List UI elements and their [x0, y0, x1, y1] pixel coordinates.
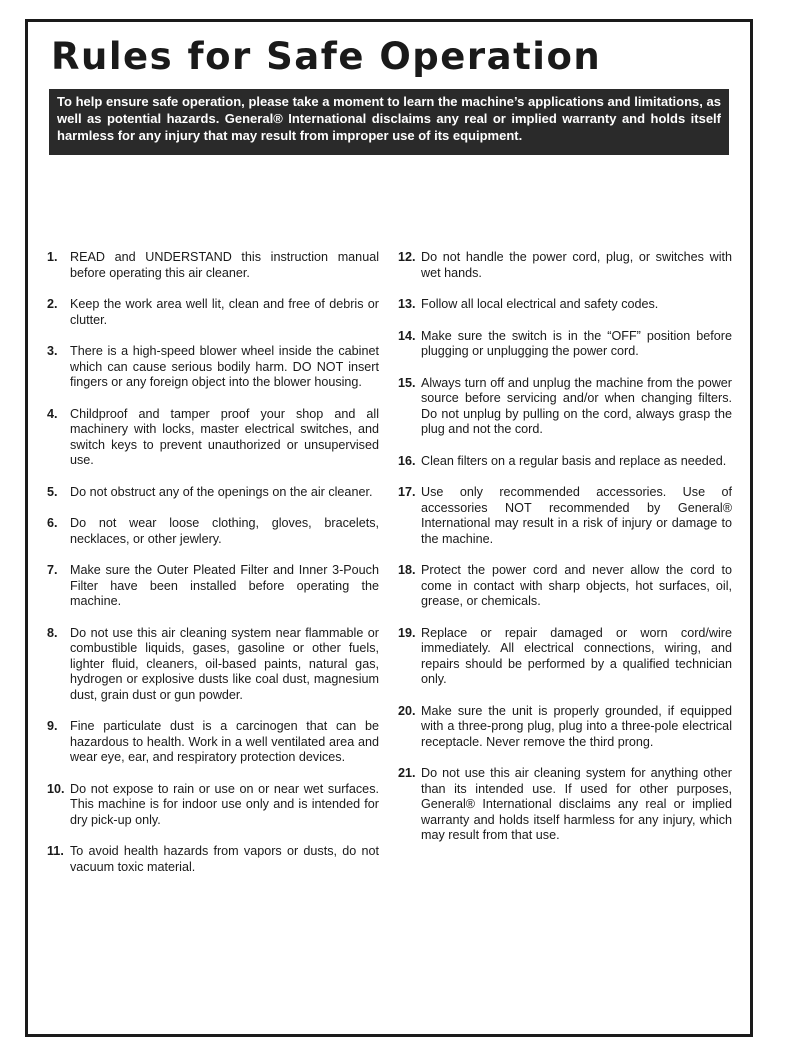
rule-item — [47, 485, 379, 501]
rule-item — [398, 485, 732, 547]
rule-item — [47, 719, 379, 766]
rule-text: Use only recommended accessories. Use of accessories NOT recommended by General® International may result in a risk of injury or damage to the machine. — [421, 485, 732, 546]
rule-text: READ and UNDERSTAND this instruction manual before operating this air cleaner. — [70, 250, 379, 280]
rule-number: 6. — [47, 516, 58, 530]
rule-number: 2. — [47, 297, 58, 311]
rule-item — [398, 250, 732, 281]
rule-number: 16. — [398, 453, 416, 468]
rule-text: Fine particulate dust is a carcinogen that can be hazardous to health. Work in a well ventilated area and wear eye, ear, and respiratory protection devices. — [70, 719, 379, 764]
rule-item — [398, 329, 732, 360]
page-title: Rules for Safe Operation — [51, 35, 602, 78]
rule-text: Keep the work area well lit, clean and free of debris or clutter. — [70, 297, 379, 327]
rule-text: Follow all local electrical and safety codes. — [421, 297, 659, 311]
rule-number: 12. — [398, 250, 416, 264]
rule-number: 4. — [47, 406, 58, 421]
rule-text: Do not obstruct any of the openings on the air cleaner. — [70, 484, 373, 499]
rule-text: Do not use this air cleaning system near flammable or combustible liquids, gases, gasoline or other fuels, lighter fluid, cleaners, oil-based paints, natural gas, hydrogen or explosive dusts like coal dust, magnesium dust, grain dust or gun powder. — [70, 625, 379, 702]
rule-text: There is a high-speed blower wheel inside the cabinet which can cause serious bodily harm. DO NOT insert fingers or any foreign object into the blower housing. — [70, 344, 379, 389]
rules-column-left — [47, 250, 379, 891]
rule-item — [47, 344, 379, 391]
rule-item — [47, 563, 379, 610]
rule-number: 10. — [47, 781, 65, 796]
rule-item — [398, 766, 732, 844]
rule-number: 21. — [398, 766, 416, 780]
rule-text: Protect the power cord and never allow the cord to come in contact with sharp objects, hot surfaces, oil, grease, or chemicals. — [421, 563, 732, 608]
rule-item — [47, 626, 379, 704]
rule-number: 7. — [47, 563, 58, 577]
rule-number: 18. — [398, 563, 416, 577]
rule-text: To avoid health hazards from vapors or dusts, do not vacuum toxic material. — [70, 844, 379, 874]
rule-item — [398, 297, 732, 313]
rule-item — [398, 626, 732, 688]
rule-text: Replace or repair damaged or worn cord/wire immediately. All electrical connections, wiring, and repairs should be performed by a qualified technician only. — [421, 625, 732, 686]
rule-number: 8. — [47, 625, 58, 640]
rule-text: Childproof and tamper proof your shop and all machinery with locks, master electrical switches, and switch keys to prevent unauthorized or unsupervised use. — [70, 406, 379, 467]
rule-number: 11. — [47, 844, 64, 858]
rule-item — [47, 844, 379, 875]
rule-text: Make sure the switch is in the “OFF” position before plugging or unplugging the power cord. — [421, 328, 732, 358]
rule-item — [398, 376, 732, 438]
rule-text: Do not wear loose clothing, gloves, bracelets, necklaces, or other jewlery. — [70, 516, 379, 546]
rule-item — [398, 563, 732, 610]
rule-item — [47, 407, 379, 469]
rule-number: 14. — [398, 328, 416, 343]
rule-number: 13. — [398, 297, 416, 311]
rule-item — [47, 782, 379, 829]
rule-number: 19. — [398, 625, 416, 640]
rule-item — [47, 250, 379, 281]
rule-number: 1. — [47, 250, 58, 264]
rule-item — [398, 454, 732, 470]
rule-text: Always turn off and unplug the machine from the power source before servicing and/or when changing filters. Do not unplug by pulling on the cord, always grasp the plug and not the cord. — [421, 375, 732, 436]
rule-text: Do not handle the power cord, plug, or switches with wet hands. — [421, 250, 732, 280]
rule-text: Do not use this air cleaning system for anything other than its intended use. If used for other purposes, General® International disclaims any real or implied warranty and holds itself harmless for any injury, which may result from that use. — [421, 766, 732, 842]
rule-number: 17. — [398, 485, 416, 499]
intro-banner: To help ensure safe operation, please take a moment to learn the machine’s applications and limitations, as well as potential hazards. General® International disclaims any real or implied warranty and holds itself harmless for any injury that may result from improper use of its equipment. — [49, 89, 729, 155]
rule-number: 15. — [398, 375, 416, 390]
rule-item — [47, 297, 379, 328]
rule-item — [398, 704, 732, 751]
rule-number: 5. — [47, 484, 58, 499]
rule-number: 3. — [47, 344, 58, 358]
rule-text: Make sure the Outer Pleated Filter and Inner 3-Pouch Filter have been installed before operating the machine. — [70, 563, 379, 608]
rule-number: 9. — [47, 719, 58, 733]
rule-number: 20. — [398, 703, 416, 718]
rule-text: Clean filters on a regular basis and replace as needed. — [421, 453, 727, 468]
rule-text: Make sure the unit is properly grounded, if equipped with a three-prong plug, plug into a three-pole electrical receptacle. Never remove the third prong. — [421, 703, 732, 749]
rules-column-right — [398, 250, 732, 860]
rule-item — [47, 516, 379, 547]
rule-text: Do not expose to rain or use on or near wet surfaces. This machine is for indoor use only and is intended for dry pick-up only. — [70, 781, 379, 827]
